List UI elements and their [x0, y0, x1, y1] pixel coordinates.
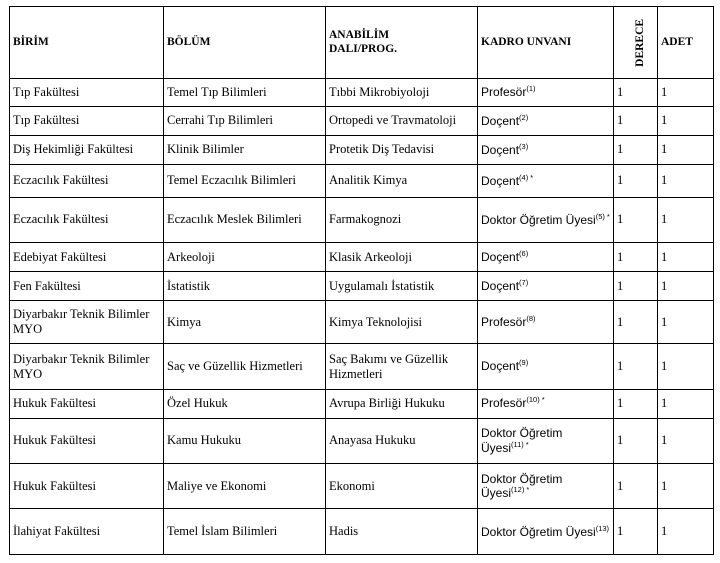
cell-derece: 1 — [614, 243, 658, 272]
cell-bolum: İstatistik — [164, 272, 326, 301]
header-anabilim-line1: ANABİLİM — [329, 28, 390, 41]
cell-derece: 1 — [614, 464, 658, 509]
footnote-ref: (13) — [595, 523, 610, 533]
cell-birim: Tıp Fakültesi — [10, 106, 164, 135]
cell-birim: Diyarbakır Teknik Bilimler MYO — [10, 344, 164, 389]
kadro-title: Doçent — [481, 249, 520, 264]
table-row — [10, 164, 714, 197]
cell-anabilim: Farmakognozi — [326, 197, 478, 242]
footnote-ref: (1) — [526, 84, 536, 94]
cell-bolum: Klinik Bilimler — [164, 135, 326, 164]
footnote-ref: (10) — [526, 395, 540, 405]
cell-derece: 1 — [614, 389, 658, 418]
kadro-title: Doktor Öğretim Üyesi — [481, 212, 596, 227]
kadro-title: Doktor Öğretim Üyesi — [481, 471, 563, 501]
cell-derece: 1 — [614, 164, 658, 197]
footnote-ref: (8) — [526, 313, 536, 323]
cell-derece: 1 — [614, 418, 658, 463]
header-derece-label: DERECE — [634, 18, 647, 67]
cell-derece: 1 — [614, 509, 658, 555]
kadro-title: Profesör — [481, 396, 527, 411]
kadro-table — [9, 6, 714, 555]
table-row — [10, 418, 714, 463]
cell-bolum: Kimya — [164, 300, 326, 343]
footnote-ref: (11) — [511, 439, 524, 449]
cell-anabilim: Saç Bakımı ve Güzellik Hizmetleri — [326, 344, 478, 389]
cell-bolum: Temel Tıp Bilimleri — [164, 79, 326, 107]
cell-kadro — [478, 300, 614, 343]
cell-kadro — [478, 243, 614, 272]
kadro-title: Profesör — [481, 314, 527, 329]
cell-anabilim: Klasik Arkeoloji — [326, 243, 478, 272]
cell-derece: 1 — [614, 79, 658, 107]
header-anabilim — [326, 7, 478, 79]
footnote-star: * — [526, 485, 530, 495]
header-anabilim-line2: DALI/PROG. — [329, 42, 398, 55]
cell-bolum: Kamu Hukuku — [164, 418, 326, 463]
cell-kadro — [478, 344, 614, 389]
cell-adet: 1 — [658, 135, 714, 164]
cell-anabilim: Anayasa Hukuku — [326, 418, 478, 463]
table-row — [10, 243, 714, 272]
cell-birim: Tıp Fakültesi — [10, 79, 164, 107]
cell-anabilim: Tıbbi Mikrobiyoloji — [326, 79, 478, 107]
kadro-title: Doçent — [481, 113, 520, 128]
table-row — [10, 300, 714, 343]
table-row — [10, 509, 714, 555]
cell-kadro — [478, 197, 614, 242]
cell-adet: 1 — [658, 243, 714, 272]
header-adet: ADET — [658, 7, 714, 79]
cell-anabilim: Uygulamalı İstatistik — [326, 272, 478, 301]
cell-derece: 1 — [614, 135, 658, 164]
table-row — [10, 464, 714, 509]
cell-bolum: Özel Hukuk — [164, 389, 326, 418]
cell-derece: 1 — [614, 197, 658, 242]
cell-kadro — [478, 164, 614, 197]
cell-adet: 1 — [658, 79, 714, 107]
cell-derece: 1 — [614, 300, 658, 343]
table-row — [10, 106, 714, 135]
cell-birim: Hukuk Fakültesi — [10, 389, 164, 418]
kadro-title: Doktor Öğretim Üyesi — [481, 426, 563, 455]
table-body — [10, 79, 714, 555]
cell-derece: 1 — [614, 344, 658, 389]
cell-kadro — [478, 418, 614, 463]
kadro-title: Doçent — [481, 278, 520, 293]
footnote-star: * — [525, 439, 529, 449]
cell-adet: 1 — [658, 509, 714, 555]
footnote-ref: (4) — [519, 172, 529, 182]
cell-bolum: Saç ve Güzellik Hizmetleri — [164, 344, 326, 389]
cell-kadro — [478, 464, 614, 509]
cell-adet: 1 — [658, 272, 714, 301]
cell-adet: 1 — [658, 197, 714, 242]
cell-derece: 1 — [614, 106, 658, 135]
kadro-title: Doktor Öğretim Üyesi — [481, 524, 596, 539]
footnote-ref: (3) — [519, 141, 529, 151]
cell-birim: Eczacılık Fakültesi — [10, 197, 164, 242]
cell-adet: 1 — [658, 418, 714, 463]
cell-bolum: Maliye ve Ekonomi — [164, 464, 326, 509]
cell-bolum: Cerrahi Tıp Bilimleri — [164, 106, 326, 135]
cell-birim: Diş Hekimliği Fakültesi — [10, 135, 164, 164]
footnote-ref: (2) — [519, 112, 529, 122]
cell-birim: İlahiyat Fakültesi — [10, 509, 164, 555]
cell-anabilim: Ortopedi ve Travmatoloji — [326, 106, 478, 135]
cell-bolum: Temel İslam Bilimleri — [164, 509, 326, 555]
table-row — [10, 389, 714, 418]
cell-bolum: Temel Eczacılık Bilimleri — [164, 164, 326, 197]
cell-birim: Hukuk Fakültesi — [10, 464, 164, 509]
cell-anabilim: Ekonomi — [326, 464, 478, 509]
header-derece — [614, 7, 658, 79]
kadro-title: Doçent — [481, 173, 520, 188]
table-row — [10, 135, 714, 164]
kadro-title: Doçent — [481, 142, 520, 157]
cell-adet: 1 — [658, 164, 714, 197]
cell-birim: Diyarbakır Teknik Bilimler MYO — [10, 300, 164, 343]
cell-kadro — [478, 135, 614, 164]
cell-kadro — [478, 106, 614, 135]
cell-anabilim: Analitik Kimya — [326, 164, 478, 197]
cell-anabilim: Protetik Diş Tedavisi — [326, 135, 478, 164]
footnote-ref: (5) — [595, 211, 605, 221]
cell-adet: 1 — [658, 389, 714, 418]
cell-anabilim: Hadis — [326, 509, 478, 555]
header-bolum: BÖLÜM — [164, 7, 326, 79]
cell-derece: 1 — [614, 272, 658, 301]
footnote-ref: (9) — [519, 358, 529, 368]
cell-kadro — [478, 79, 614, 107]
cell-bolum: Eczacılık Meslek Bilimleri — [164, 197, 326, 242]
table-row — [10, 272, 714, 301]
cell-kadro — [478, 389, 614, 418]
footnote-star: * — [530, 172, 534, 182]
table-row — [10, 344, 714, 389]
cell-birim: Edebiyat Fakültesi — [10, 243, 164, 272]
cell-kadro — [478, 509, 614, 555]
kadro-title: Profesör — [481, 85, 527, 100]
kadro-title: Doçent — [481, 359, 520, 374]
cell-adet: 1 — [658, 344, 714, 389]
footnote-ref: (12) — [511, 485, 525, 495]
table-row — [10, 197, 714, 242]
cell-adet: 1 — [658, 464, 714, 509]
cell-anabilim: Avrupa Birliği Hukuku — [326, 389, 478, 418]
cell-adet: 1 — [658, 300, 714, 343]
header-row — [10, 7, 714, 79]
cell-kadro — [478, 272, 614, 301]
table-header — [10, 7, 714, 79]
cell-birim: Fen Fakültesi — [10, 272, 164, 301]
footnote-ref: (6) — [519, 248, 529, 258]
footnote-ref: (7) — [519, 277, 529, 287]
cell-adet: 1 — [658, 106, 714, 135]
footnote-star: * — [606, 211, 610, 221]
cell-anabilim: Kimya Teknolojisi — [326, 300, 478, 343]
cell-birim: Eczacılık Fakültesi — [10, 164, 164, 197]
footnote-star: * — [541, 395, 545, 405]
cell-birim: Hukuk Fakültesi — [10, 418, 164, 463]
header-kadro: KADRO UNVANI — [478, 7, 614, 79]
table-row — [10, 79, 714, 107]
header-birim: BİRİM — [10, 7, 164, 79]
cell-bolum: Arkeoloji — [164, 243, 326, 272]
